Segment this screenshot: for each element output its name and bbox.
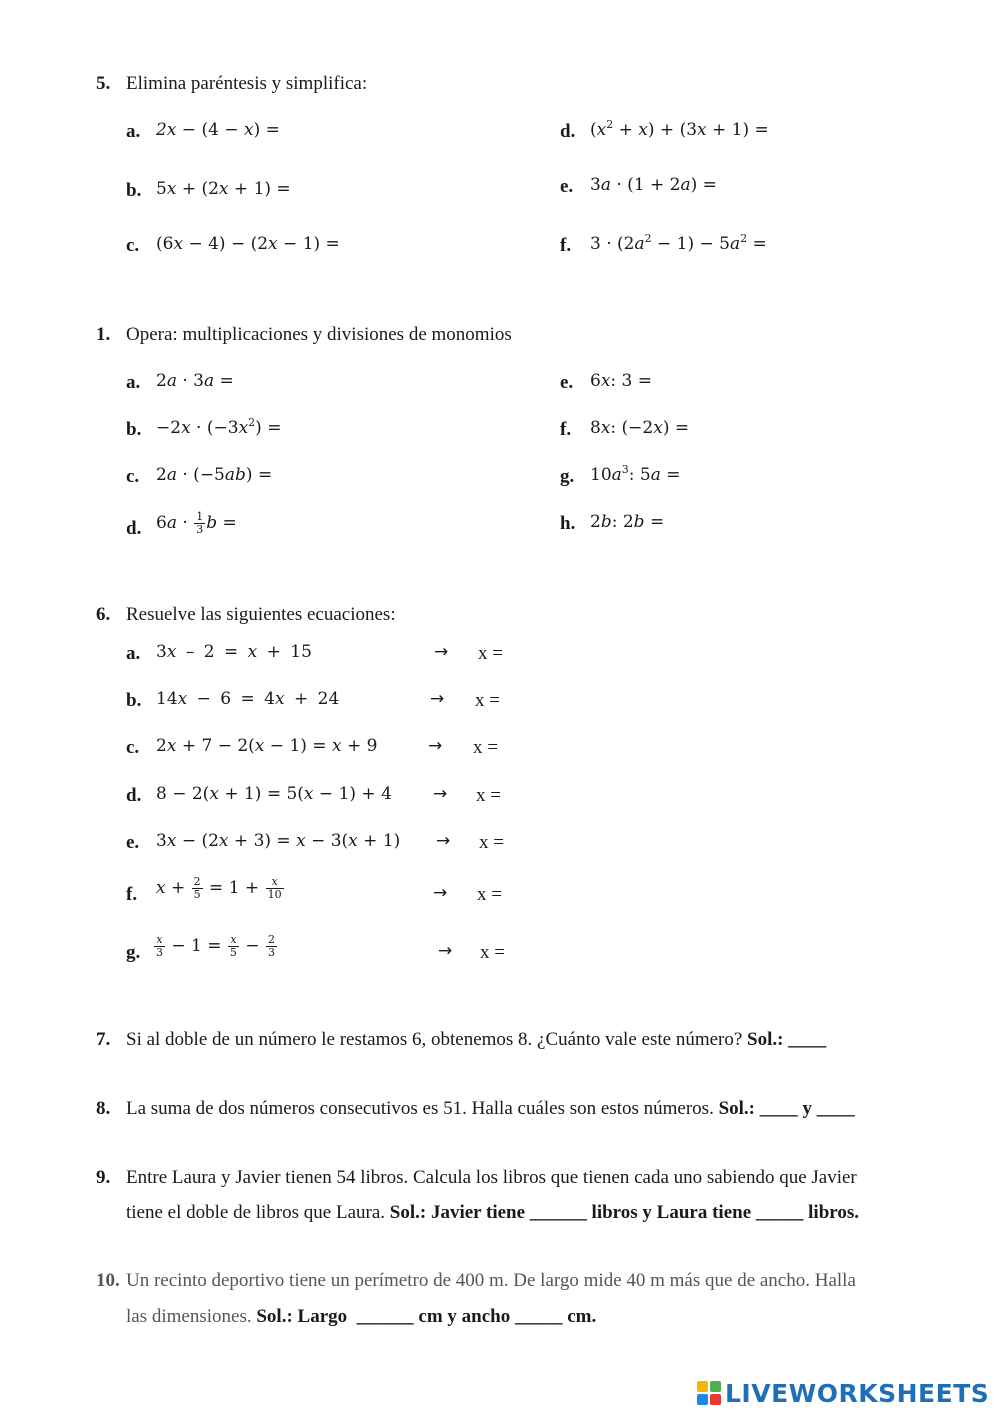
q6-d-answer: x =	[476, 785, 501, 806]
q6-a-label: a.	[126, 643, 141, 664]
q9-line1: Entre Laura y Javier tienen 54 libros. Calcula los libros que tienen cada uno sabiendo que Javier	[126, 1167, 857, 1188]
liveworksheets-logo	[697, 1378, 989, 1408]
q6-g-label: g.	[126, 942, 141, 963]
q10-number: 10.	[96, 1270, 120, 1291]
q1-g-label: g.	[560, 466, 575, 487]
logo-square-green	[710, 1381, 721, 1392]
q1-b-expr: $-2x \cdot (-3x^2)$ =	[156, 416, 282, 438]
q5-e-expr: 3a · (1 + 2a) =	[590, 175, 717, 195]
q5-title: Elimina paréntesis y simplifica:	[126, 73, 368, 94]
q5-b-label: b.	[126, 180, 142, 201]
q5-f-expr: $3 \cdot (2a^2 - 1) - 5a^2$ =	[590, 232, 767, 254]
q5-f-label: f.	[560, 235, 572, 256]
q6-a-arrow: →	[434, 642, 449, 662]
q6-c-label: c.	[126, 737, 140, 758]
q9-line2	[126, 1202, 859, 1224]
logo-square-yellow	[697, 1381, 708, 1392]
q6-a-expr: 3x – 2 = x + 15	[156, 642, 312, 662]
q9-solution: Sol.: Javier tiene ______ libros y Laura tiene _____ libros.	[389, 1202, 859, 1223]
q6-e-answer: x =	[479, 832, 504, 853]
q7-text	[126, 1029, 826, 1051]
q1-title: Opera: multiplicaciones y divisiones de monomios	[126, 324, 512, 345]
q6-b-label: b.	[126, 690, 142, 711]
q1-a-label: a.	[126, 372, 141, 393]
q6-e-arrow: →	[436, 831, 451, 851]
q1-f-label: f.	[560, 419, 572, 440]
q10-line2	[126, 1306, 596, 1328]
q6-a-answer: x =	[478, 643, 503, 664]
q7-number: 7.	[96, 1029, 111, 1050]
q1-b-label: b.	[126, 419, 142, 440]
q1-d-expr: 6a · $\frac{1}{3}$ b =	[156, 510, 237, 537]
q5-d-label: d.	[560, 121, 576, 142]
q5-c-expr: (6x − 4) − (2x − 1) =	[156, 234, 340, 254]
q1-d-label: d.	[126, 518, 142, 539]
q1-f-expr: 8x: (−2x) =	[590, 418, 690, 438]
q1-h-label: h.	[560, 513, 576, 534]
q6-c-expr: 2x + 7 − 2(x − 1) = x + 9	[156, 736, 378, 756]
q6-g-arrow: →	[438, 941, 453, 961]
q8-text	[126, 1098, 855, 1120]
q1-e-expr: 6x: 3 =	[590, 371, 653, 391]
logo-square-red	[710, 1394, 721, 1405]
q1-c-expr: 2a · (−5ab) =	[156, 465, 273, 485]
q5-c-label: c.	[126, 235, 140, 256]
q5-d-expr: $(x^2 + x) + (3x + 1)$ =	[590, 118, 769, 140]
q6-d-expr: 8 − 2(x + 1) = 5(x − 1) + 4	[156, 784, 392, 804]
q6-number: 6.	[96, 604, 111, 625]
q1-c-label: c.	[126, 466, 140, 487]
q5-b-expr: 5x + (2x + 1) =	[156, 179, 291, 199]
q8-solution: Sol.: ____ y ____	[718, 1098, 855, 1119]
q6-b-expr: 14x − 6 = 4x + 24	[156, 689, 340, 709]
q6-f-answer: x =	[477, 884, 502, 905]
q6-e-expr: 3x − (2x + 3) = x − 3(x + 1)	[156, 831, 401, 851]
q10-solution: Sol.: Largo ______ cm y ancho _____ cm.	[256, 1306, 597, 1327]
q6-title: Resuelve las siguientes ecuaciones:	[126, 604, 396, 625]
q7-solution: Sol.: ____	[747, 1029, 827, 1050]
q1-g-expr: $10a^3$: 5a =	[590, 463, 681, 485]
q6-f-expr: x + $\frac{2}{5}$ = 1 + $\frac{x}{10}$	[156, 875, 282, 902]
q6-b-answer: x =	[475, 690, 500, 711]
q1-h-expr: 2b: 2b =	[590, 512, 665, 532]
q5-a-expr: 2x − (4 − x) =	[156, 120, 280, 140]
q10-question-end: las dimensiones.	[126, 1306, 252, 1327]
q6-f-label: f.	[126, 884, 138, 905]
q6-d-arrow: →	[433, 784, 448, 804]
q6-c-answer: x =	[473, 737, 498, 758]
q6-f-arrow: →	[433, 883, 448, 903]
q6-g-expr: $\frac{x}{3}$ − 1 = $\frac{x}{5}$ − $\frac{2}{3}$	[156, 933, 275, 960]
q6-g-answer: x =	[480, 942, 505, 963]
q6-e-label: e.	[126, 832, 140, 853]
q1-number: 1.	[96, 324, 111, 345]
q6-c-arrow: →	[428, 736, 443, 756]
q7-question: Si al doble de un número le restamos 6, obtenemos 8. ¿Cuánto vale este número?	[126, 1029, 743, 1050]
logo-text: LIVEWORKSHEETS	[725, 1378, 990, 1408]
q8-number: 8.	[96, 1098, 111, 1119]
q6-b-arrow: →	[430, 689, 445, 709]
q8-question: La suma de dos números consecutivos es 51. Halla cuáles son estos números.	[126, 1098, 714, 1119]
q6-d-label: d.	[126, 785, 142, 806]
q1-e-label: e.	[560, 372, 574, 393]
logo-mark-icon	[697, 1381, 721, 1405]
q9-number: 9.	[96, 1167, 111, 1188]
q1-a-expr: 2a · 3a =	[156, 371, 234, 391]
q5-number: 5.	[96, 73, 111, 94]
logo-square-blue	[697, 1394, 708, 1405]
q5-e-label: e.	[560, 176, 574, 197]
q9-question-end: tiene el doble de libros que Laura.	[126, 1202, 386, 1223]
q10-line1: Un recinto deportivo tiene un perímetro de 400 m. De largo mide 40 m más que de ancho. Halla	[126, 1270, 856, 1291]
q5-a-label: a.	[126, 121, 141, 142]
